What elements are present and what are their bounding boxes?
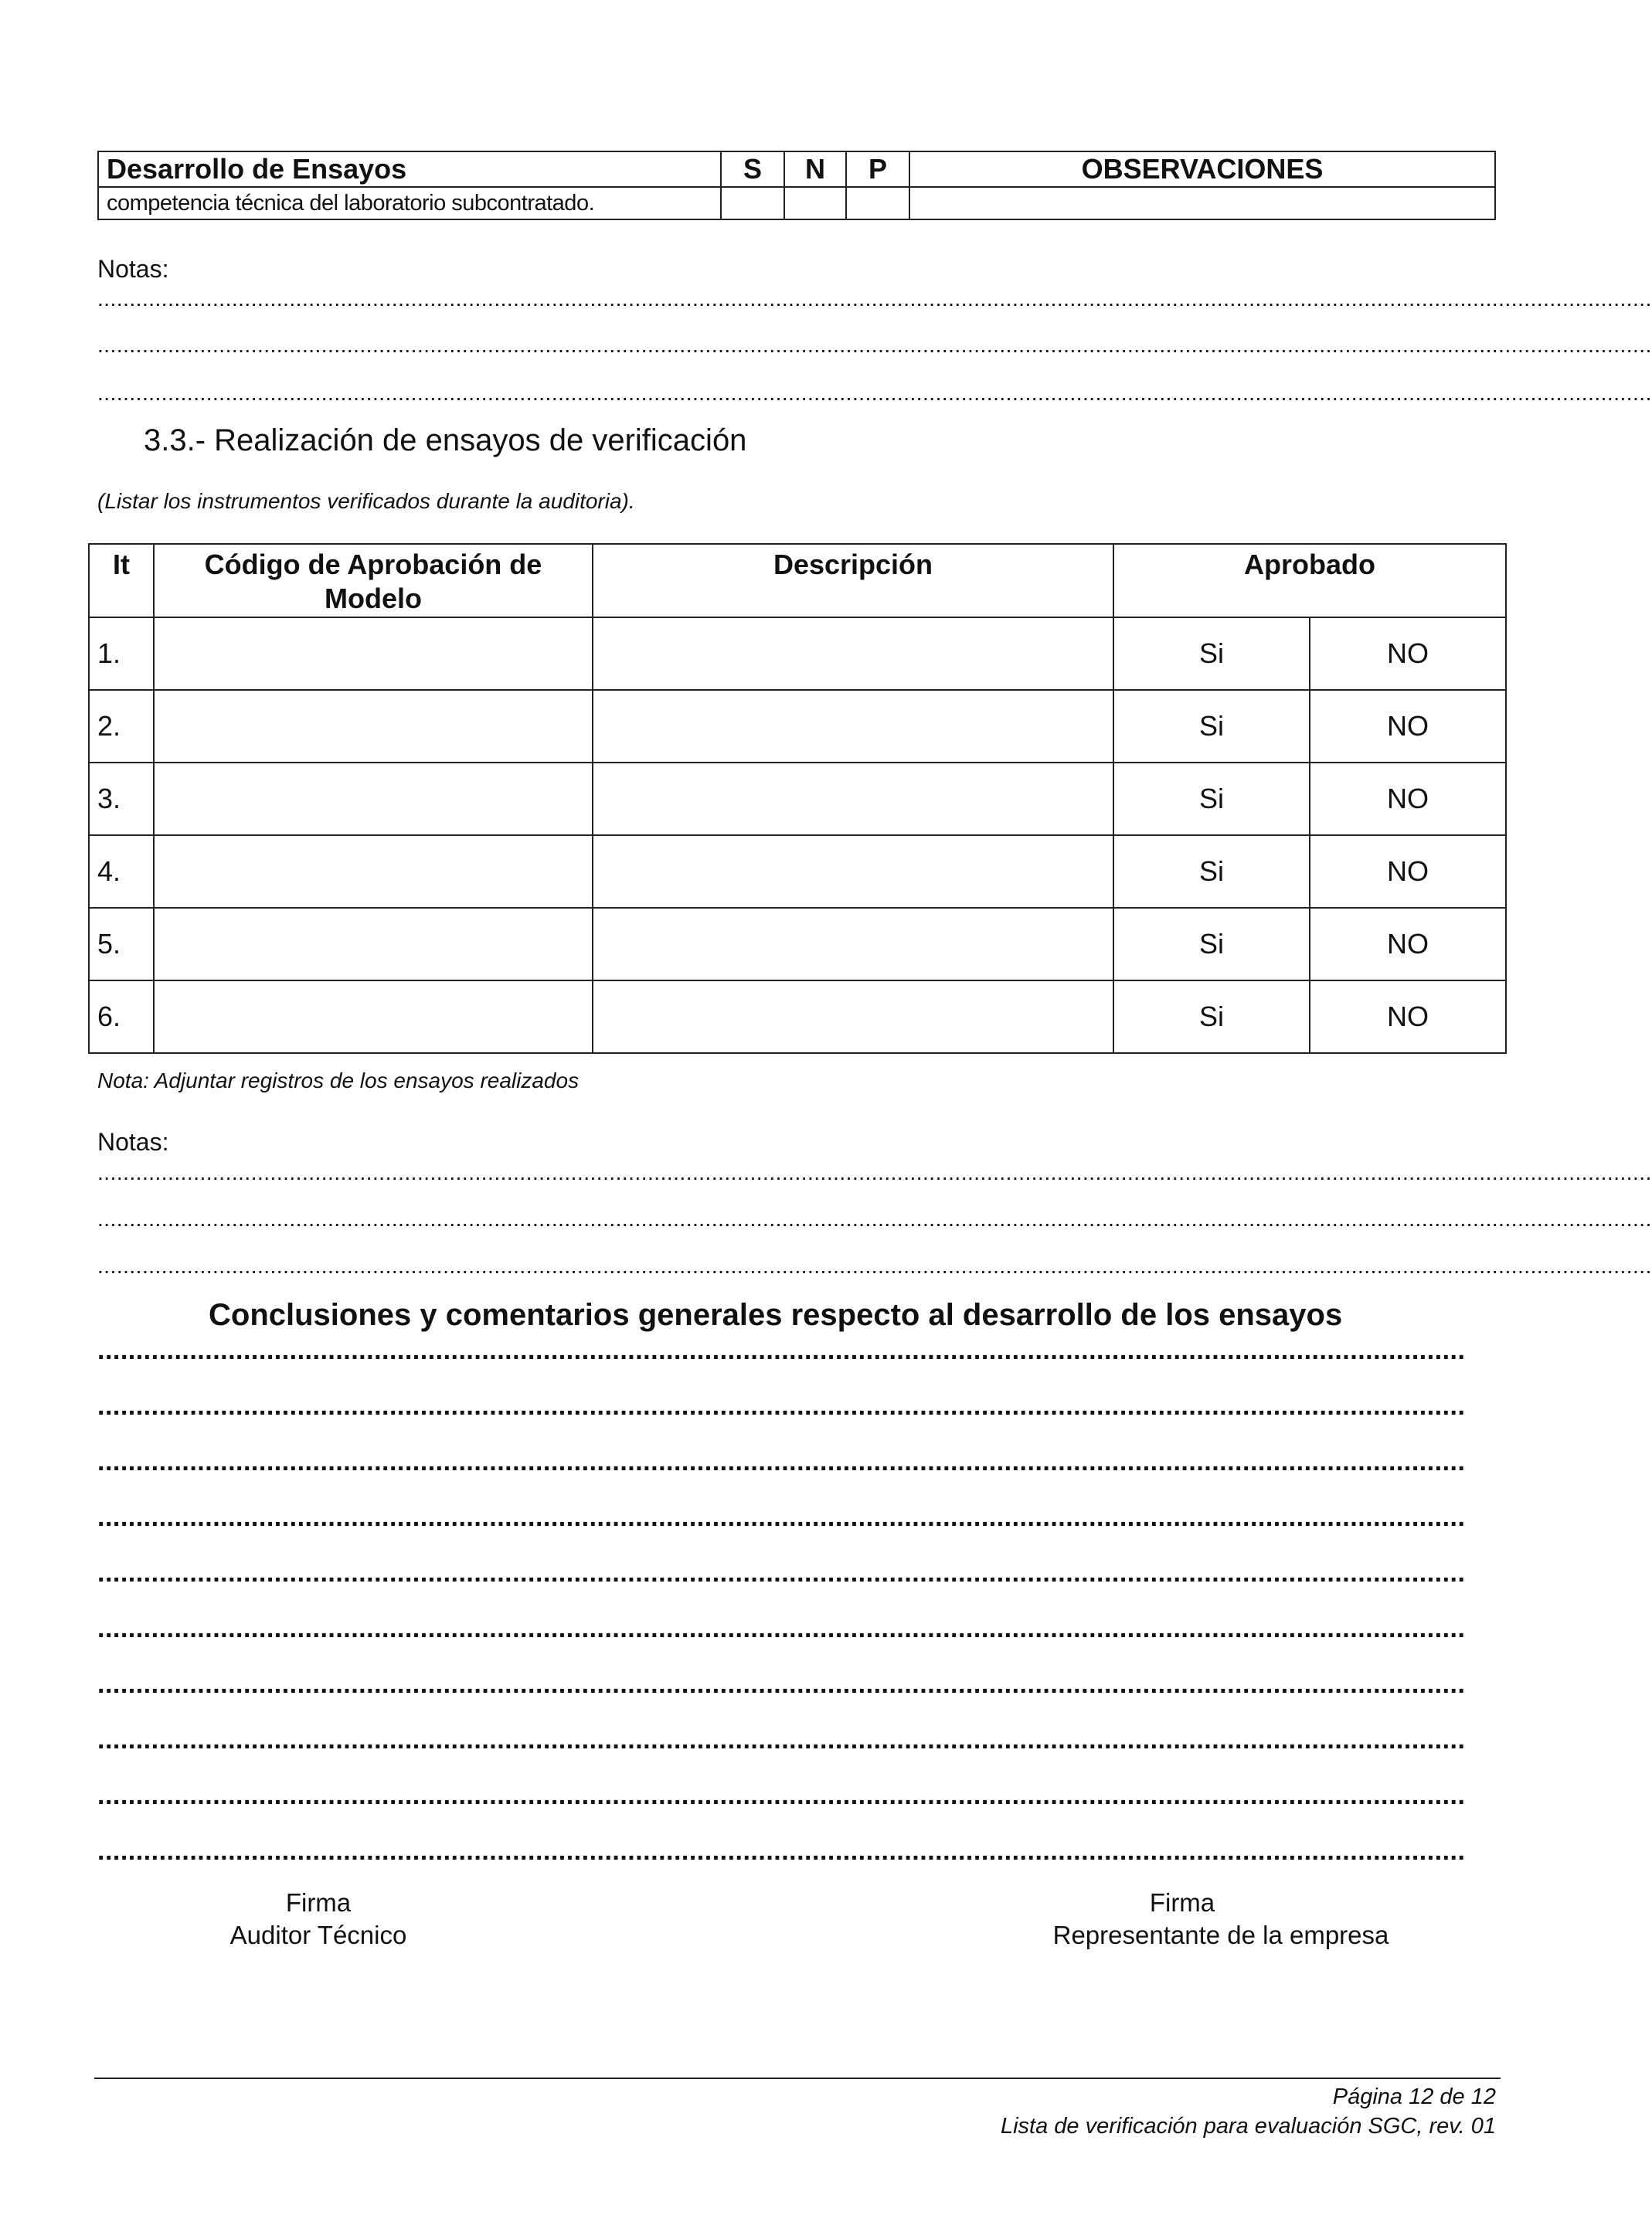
attach-note: Nota: Adjuntar registros de los ensayos realizados	[97, 1069, 580, 1092]
conclusions-lines[interactable]	[97, 1337, 1476, 1893]
signature-representative	[1028, 1887, 1414, 1952]
code-cell[interactable]	[154, 980, 593, 1053]
row-number: 4.	[89, 835, 154, 908]
row-number: 2.	[89, 690, 154, 763]
approved-yes[interactable]: Si	[1113, 763, 1310, 835]
row-number: 3.	[89, 763, 154, 835]
cell-observaciones[interactable]	[909, 187, 1495, 219]
notes-line[interactable]: ...................................................................................................................................................................................................................................................	[97, 1254, 1652, 1278]
conclusions-line[interactable]: ..................................................................................................................................................................................	[97, 1781, 1466, 1810]
code-cell[interactable]	[154, 617, 593, 690]
footer-page-number: Página 12 de 12	[1332, 2084, 1496, 2109]
section-instruction: (Listar los instrumentos verificados durante la auditoria).	[97, 489, 635, 513]
footer-document-title: Lista de verificación para evaluación SGC, rev. 01	[1000, 2114, 1496, 2139]
header-description: Descripción	[593, 544, 1113, 617]
header-code-line1: Código de Aprobación de	[204, 549, 542, 580]
conclusions-line[interactable]: ..................................................................................................................................................................................	[97, 1447, 1466, 1476]
code-cell[interactable]	[154, 763, 593, 835]
cell-p[interactable]	[846, 187, 909, 219]
signature-auditor	[164, 1887, 473, 1952]
notes-line[interactable]: ...................................................................................................................................................................................................................................................	[97, 1160, 1652, 1184]
header-n: N	[784, 151, 846, 187]
description-cell[interactable]	[593, 690, 1113, 763]
footer-divider	[94, 2078, 1501, 2079]
code-cell[interactable]	[154, 835, 593, 908]
approved-no[interactable]: NO	[1310, 617, 1506, 690]
conclusions-line[interactable]: ..................................................................................................................................................................................	[97, 1670, 1466, 1699]
conclusions-line[interactable]: ..................................................................................................................................................................................	[97, 1836, 1466, 1866]
notes-line[interactable]: ...................................................................................................................................................................................................................................................	[97, 381, 1652, 405]
header-desarrollo: Desarrollo de Ensayos	[98, 151, 721, 187]
table-row	[89, 835, 1506, 908]
conclusions-line[interactable]: ..................................................................................................................................................................................	[97, 1336, 1466, 1365]
description-cell[interactable]	[593, 617, 1113, 690]
table-row	[89, 908, 1506, 980]
table-row	[89, 617, 1506, 690]
notes-line[interactable]: ...................................................................................................................................................................................................................................................	[97, 1207, 1652, 1231]
header-it: It	[89, 544, 154, 617]
cell-n[interactable]	[784, 187, 846, 219]
notes-line[interactable]: ...................................................................................................................................................................................................................................................	[97, 333, 1652, 357]
table-row	[98, 187, 1495, 219]
header-approved: Aprobado	[1113, 544, 1506, 617]
row-number: 6.	[89, 980, 154, 1053]
conclusions-line[interactable]: ..................................................................................................................................................................................	[97, 1725, 1466, 1755]
description-cell[interactable]	[593, 835, 1113, 908]
conclusions-line[interactable]: ..................................................................................................................................................................................	[97, 1391, 1466, 1421]
row-number: 5.	[89, 908, 154, 980]
notes-line[interactable]: ...................................................................................................................................................................................................................................................	[97, 287, 1652, 311]
description-cell[interactable]	[593, 763, 1113, 835]
section-title: 3.3.- Realización de ensayos de verificación	[144, 423, 747, 457]
approved-yes[interactable]: Si	[1113, 908, 1310, 980]
approved-yes[interactable]: Si	[1113, 835, 1310, 908]
row-number: 1.	[89, 617, 154, 690]
signature-role: Representante de la empresa	[1052, 1921, 1389, 1949]
conclusions-line[interactable]: ..................................................................................................................................................................................	[97, 1614, 1466, 1643]
approved-no[interactable]: NO	[1310, 980, 1506, 1053]
header-s: S	[721, 151, 784, 187]
header-p: P	[846, 151, 909, 187]
header-code-line2: Modelo	[325, 583, 422, 614]
approved-no[interactable]: NO	[1310, 763, 1506, 835]
approved-yes[interactable]: Si	[1113, 690, 1310, 763]
table-row	[89, 980, 1506, 1053]
signature-label: Firma	[285, 1888, 352, 1917]
approved-yes[interactable]: Si	[1113, 617, 1310, 690]
header-code	[154, 544, 593, 617]
description-cell[interactable]	[593, 980, 1113, 1053]
notes-label: Notas:	[97, 255, 169, 283]
approved-no[interactable]: NO	[1310, 835, 1506, 908]
verification-table	[88, 543, 1507, 1054]
conclusions-title: Conclusiones y comentarios generales respecto al desarrollo de los ensayos	[209, 1298, 1343, 1332]
notes-label: Notas:	[97, 1128, 169, 1156]
code-cell[interactable]	[154, 690, 593, 763]
header-observaciones: OBSERVACIONES	[909, 151, 1495, 187]
table-row	[89, 690, 1506, 763]
verification-table-header	[89, 544, 1506, 617]
row-text: competencia técnica del laboratorio subcontratado.	[98, 187, 721, 219]
top-table-header	[98, 151, 1495, 187]
signature-role: Auditor Técnico	[229, 1921, 407, 1949]
approved-no[interactable]: NO	[1310, 908, 1506, 980]
approved-yes[interactable]: Si	[1113, 980, 1310, 1053]
signature-label: Firma	[1149, 1888, 1215, 1917]
table-row	[89, 763, 1506, 835]
conclusions-line[interactable]: ..................................................................................................................................................................................	[97, 1558, 1466, 1588]
top-checklist-table	[97, 151, 1496, 220]
description-cell[interactable]	[593, 908, 1113, 980]
code-cell[interactable]	[154, 908, 593, 980]
approved-no[interactable]: NO	[1310, 690, 1506, 763]
conclusions-line[interactable]: ..................................................................................................................................................................................	[97, 1503, 1466, 1532]
cell-s[interactable]	[721, 187, 784, 219]
